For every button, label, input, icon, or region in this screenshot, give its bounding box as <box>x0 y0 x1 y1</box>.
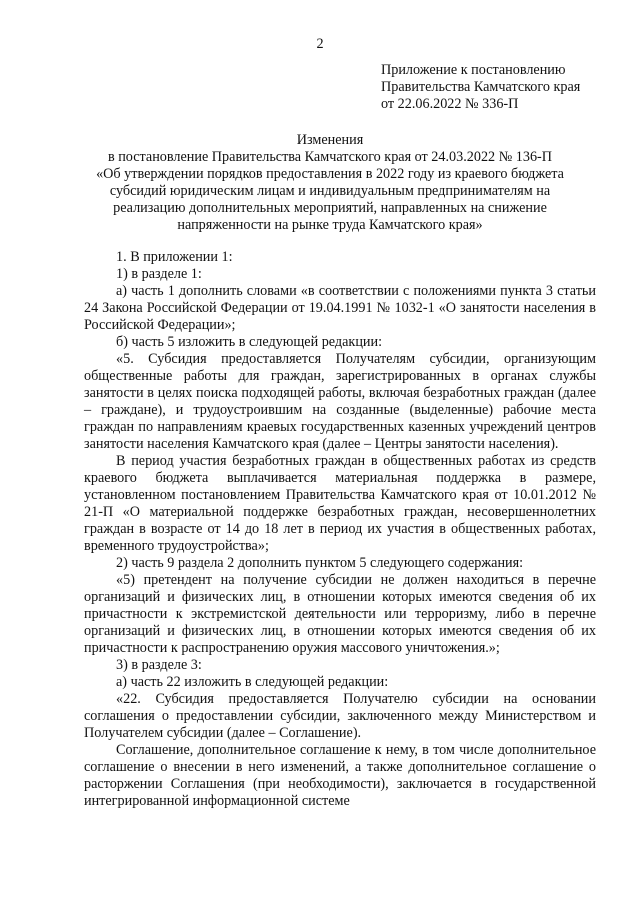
appendix-block <box>381 62 580 113</box>
appendix-line: от 22.06.2022 № 336-П <box>381 96 519 112</box>
appendix-line: Приложение к постановлению <box>381 62 566 78</box>
paragraph: 1. В приложении 1: <box>116 249 233 265</box>
heading-line: «Об утверждении порядков предоставления в 2022 году из краевого бюджета <box>96 166 564 182</box>
paragraph: Соглашение, дополнительное соглашение к нему, в том числе дополнительное соглашение о внесении в него изменений, а также дополнительное соглашение о расторжении Соглашения (при необходимости), заключается в государственной интегрированной информационной системе <box>84 742 596 809</box>
paragraph: б) часть 5 изложить в следующей редакции: <box>116 334 383 350</box>
paragraph: 1) в разделе 1: <box>116 266 202 282</box>
heading-line: реализацию дополнительных мероприятий, направленных на снижение <box>113 200 547 216</box>
paragraph: В период участия безработных граждан в общественных работах из средств краевого бюджета выплачивается материальная поддержка в размере, установленном постановлением Правительства Камчатского края от 10.01.2012 № 21-П «О материальной поддержке безработных граждан, несовершеннолетних граждан в возрасте от 14 до 18 лет в период их участия в общественных работах, временного трудоустройства»; <box>84 453 596 554</box>
heading-line: субсидий юридическим лицам и индивидуальным предпринимателям на <box>109 183 551 199</box>
paragraph: «5) претендент на получение субсидии не должен находиться в перечне организаций и физических лиц, в отношении которых имеются сведения об их причастности к экстремистской деятельности или терроризму, либо в перечне организаций и физических лиц, в отношении которых имеются сведения об их причастности к распространению оружия массового уничтожения.»; <box>84 572 596 656</box>
paragraph: 3) в разделе 3: <box>116 657 202 673</box>
document-body <box>84 249 596 810</box>
paragraph: «22. Субсидия предоставляется Получателю субсидии на основании соглашения о предоставлении субсидии, заключенного между Министерством и Получателем субсидии (далее – Соглашение). <box>84 691 596 741</box>
appendix-line: Правительства Камчатского края <box>381 79 581 95</box>
page-number: 2 <box>316 36 324 52</box>
heading-line: в постановление Правительства Камчатского края от 24.03.2022 № 136-П <box>107 149 553 165</box>
paragraph: «5. Субсидия предоставляется Получателям субсидии, организующим общественные работы для граждан, зарегистрированных в органах службы занятости в целях поиска подходящей работы, включая безработных граждан (далее – граждане), и трудоустроившим на созданные (выделенные) рабочие места граждан по направлениям краевых государственных казенных учреждений центров занятости населения Камчатского края (далее – Центры занятости населения). <box>84 351 596 452</box>
paragraph: а) часть 22 изложить в следующей редакции: <box>116 674 389 690</box>
paragraph: а) часть 1 дополнить словами «в соответствии с положениями пункта 3 статьи 24 Закона Российской Федерации от 19.04.1991 № 1032-1 «О занятости населения в Российской Федерации»; <box>84 283 596 333</box>
paragraph: 2) часть 9 раздела 2 дополнить пунктом 5 следующего содержания: <box>116 555 524 571</box>
heading-line: напряженности на рынке труда Камчатского края» <box>177 217 483 233</box>
document-heading <box>60 132 600 234</box>
heading-title: Изменения <box>296 132 364 148</box>
